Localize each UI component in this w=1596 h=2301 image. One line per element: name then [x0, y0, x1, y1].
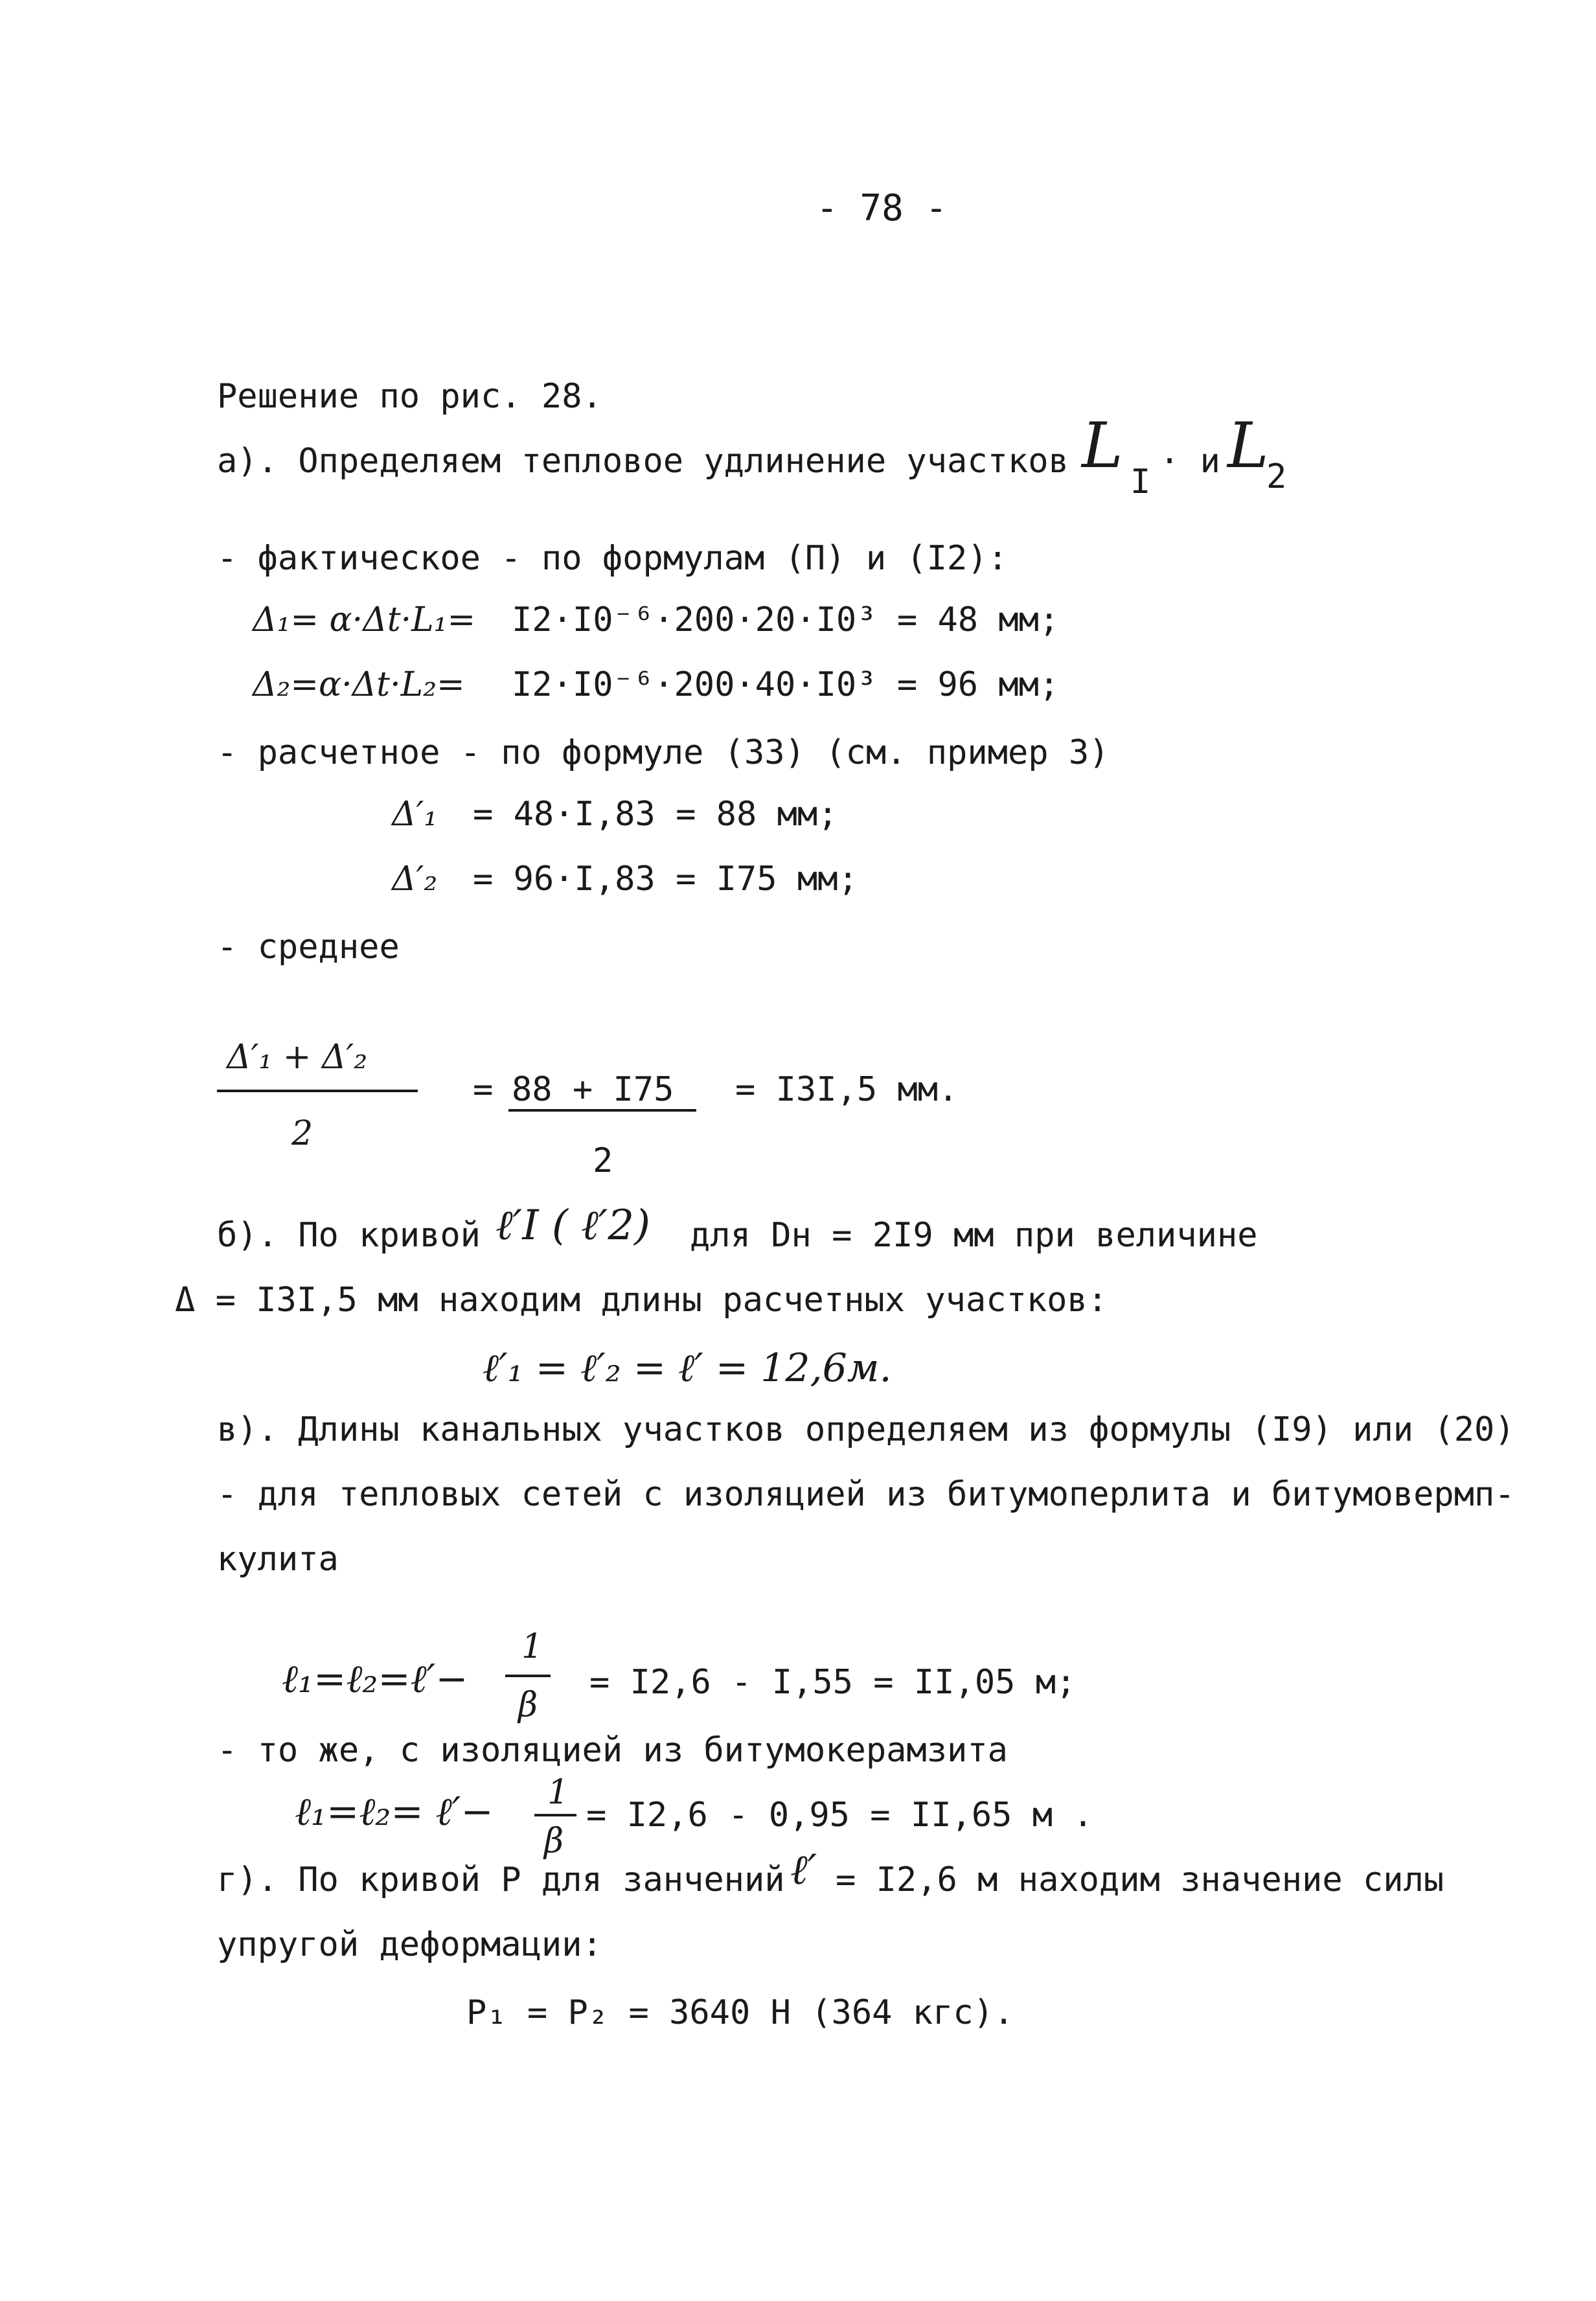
- step-b-curve: ℓ′I ( ℓ′2): [496, 1202, 650, 1250]
- step-g-l: ℓ′: [790, 1846, 817, 1894]
- avg-fraction-bar-lhs: [217, 1090, 418, 1092]
- eq2-lhs: ℓ₁=ℓ₂= ℓ′−: [295, 1789, 494, 1835]
- step-v-line2: - для тепловых сетей с изоляцией из битумоперлита и битумовермп-: [217, 1475, 1515, 1514]
- step-g-result: P₁ = P₂ = 3640 Н (364 кгс).: [466, 1993, 1014, 2032]
- solution-heading: Решение по рис. 28.: [217, 377, 602, 416]
- step-a-text: а). Определяем тепловое удлинение участков: [217, 442, 1069, 481]
- avg-den-rhs: 2: [593, 1141, 613, 1180]
- step-g-line2: упругой деформации:: [217, 1925, 602, 1964]
- step-a-sub1: I: [1130, 463, 1151, 501]
- step-a-L2: L: [1227, 409, 1269, 482]
- step-v-line1: в). Длины канальных участков определяем из формулы (I9) или (20): [217, 1410, 1515, 1449]
- step-g-line1-a: г). По кривой P для занчений: [217, 1860, 785, 1899]
- page-number: - 78 -: [816, 187, 948, 229]
- eq1-den: β: [518, 1686, 538, 1724]
- d2-rhs: I2·I0⁻⁶·200·40·I0³ = 96 мм;: [512, 665, 1060, 704]
- eq2-rhs: = I2,6 - 0,95 = II,65 м .: [586, 1796, 1093, 1835]
- avg-fraction-bar-rhs: [508, 1109, 696, 1112]
- step-g-line1-b: = I2,6 м находим значение силы: [836, 1860, 1444, 1899]
- eq1-rhs: = I2,6 - I,55 = II,05 м;: [589, 1663, 1077, 1702]
- step-b-text1: б). По кривой: [217, 1216, 481, 1255]
- step-a-and: · и: [1159, 442, 1220, 481]
- avg-num-lhs: Δ′₁ + Δ′₂: [227, 1038, 368, 1077]
- d2p-lhs: Δ′₂: [392, 860, 438, 899]
- d2p-rhs: = 96·I,83 = I75 мм;: [473, 860, 858, 899]
- d1p-lhs: Δ′₁: [392, 795, 438, 834]
- eq1-num: 1: [521, 1627, 543, 1666]
- mean-line: - среднее: [217, 928, 400, 967]
- eq2-den: β: [544, 1822, 564, 1860]
- step-a-sub2: 2: [1266, 457, 1287, 496]
- d2-lhs: Δ₂=α·Δt·L₂=: [253, 665, 465, 704]
- step-v-line3: кулита: [217, 1540, 339, 1579]
- avg-den-lhs: 2: [291, 1114, 314, 1153]
- step-a-L1: L: [1082, 409, 1123, 482]
- avg-num-rhs: 88 + I75: [512, 1070, 674, 1109]
- step-b-result: ℓ′₁ = ℓ′₂ = ℓ′ = 12,6м.: [483, 1345, 892, 1391]
- avg-eq: =: [473, 1070, 494, 1109]
- fact-line: - фактическое - по формулам (П) и (I2):: [217, 539, 1008, 578]
- same-line: - то же, с изоляцией из битумокерамзита: [217, 1731, 1008, 1770]
- step-b-delta-line: Δ = I3I,5 мм находим длины расчетных участков:: [175, 1281, 1108, 1320]
- eq2-num: 1: [547, 1773, 569, 1812]
- eq1-lhs: ℓ₁=ℓ₂=ℓ′−: [282, 1656, 468, 1702]
- eq1-fraction-bar: [505, 1675, 551, 1677]
- step-b-text2: для Dн = 2I9 мм при величине: [690, 1216, 1258, 1255]
- d1p-rhs: = 48·I,83 = 88 мм;: [473, 795, 838, 834]
- d1-rhs: I2·I0⁻⁶·200·20·I0³ = 48 мм;: [512, 601, 1060, 639]
- avg-result: = I3I,5 мм.: [735, 1070, 959, 1109]
- calc-line: - расчетное - по формуле (33) (см. пример 3): [217, 733, 1110, 772]
- d1-lhs: Δ₁= α·Δt·L₁=: [253, 601, 476, 639]
- eq2-fraction-bar: [534, 1814, 576, 1816]
